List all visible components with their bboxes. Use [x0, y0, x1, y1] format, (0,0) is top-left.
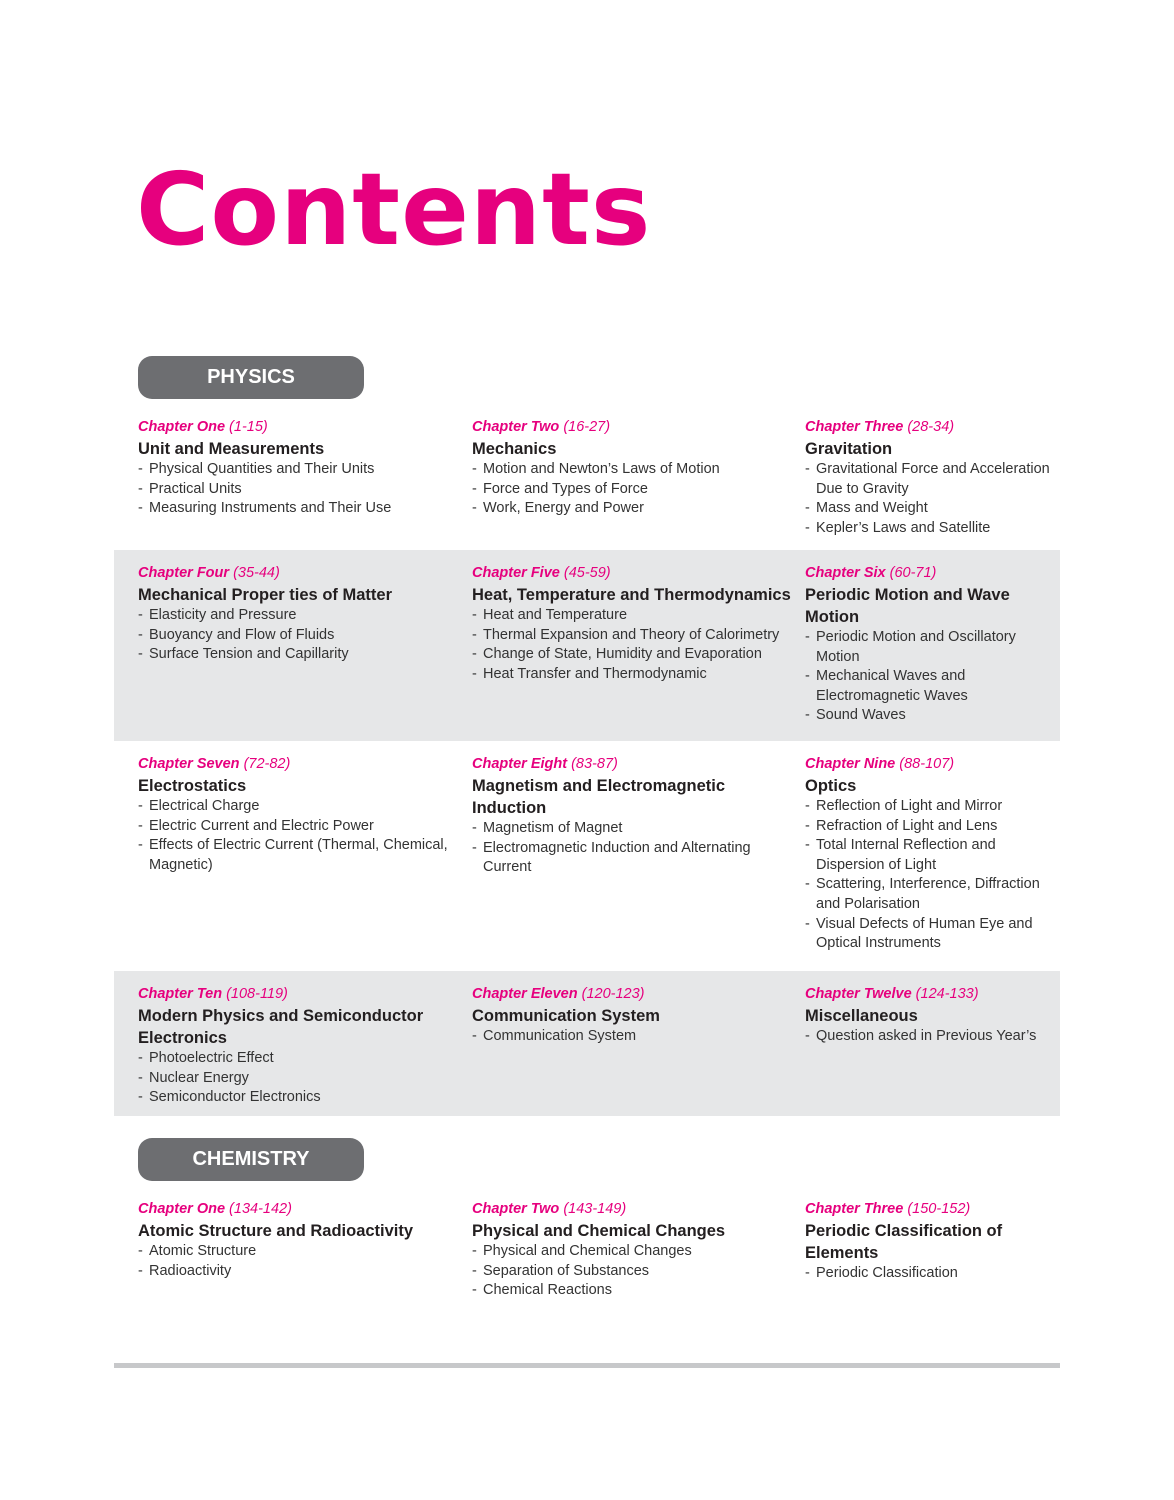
chapter-title: Physical and Chemical Changes — [472, 1222, 726, 1240]
topic-item: - Semiconductor Electronics — [138, 1088, 458, 1108]
topic-item: - Magnetism of Magnet — [472, 819, 802, 839]
chapter-number: Chapter Eight — [472, 756, 568, 772]
topic-item: - Periodic Motion and Oscillatory Motion — [805, 628, 1060, 667]
topic-item: - Practical Units — [138, 480, 458, 500]
topic-list — [805, 797, 1060, 954]
chapter-title: Miscellaneous — [805, 1007, 918, 1025]
topic-list — [805, 1264, 1060, 1284]
chapter-title: Heat, Temperature and Thermodynamics — [472, 586, 791, 604]
topic-item: - Refraction of Light and Lens — [805, 817, 1060, 837]
topic-list — [805, 460, 1060, 538]
chapter-entry — [138, 754, 458, 875]
topic-item: - Buoyancy and Flow of Fluids — [138, 626, 458, 646]
chapter-title: Modern Physics and Semiconductor Electronics — [138, 1007, 424, 1047]
chapter-heading — [805, 754, 1060, 774]
chapter-number: Chapter Two — [472, 419, 560, 435]
chapter-pages: (16-27) — [563, 419, 611, 435]
chapter-entry — [805, 754, 1060, 954]
topic-item: - Visual Defects of Human Eye and Optical Instruments — [805, 915, 1060, 954]
chapter-number: Chapter Four — [138, 565, 230, 581]
chapter-heading — [138, 417, 458, 437]
chapter-pages: (35-44) — [233, 565, 280, 581]
chapter-heading — [138, 563, 458, 583]
chapter-title: Periodic Classification of Elements — [805, 1222, 1003, 1262]
chapter-entry — [805, 1199, 1060, 1284]
topic-item: - Heat and Temperature — [472, 606, 802, 626]
chapter-heading — [138, 754, 458, 774]
chapter-entry — [805, 417, 1060, 538]
topic-list — [805, 628, 1060, 726]
topic-item: - Heat Transfer and Thermodynamic — [472, 665, 802, 685]
topic-item: - Separation of Substances — [472, 1262, 802, 1282]
chapter-entry — [472, 1199, 802, 1301]
topic-item: - Question asked in Previous Year’s — [805, 1027, 1060, 1047]
chapter-title: Periodic Motion and Wave Motion — [805, 586, 1010, 626]
topic-list — [138, 1049, 458, 1108]
chapter-title: Magnetism and Electromagnetic Induction — [472, 777, 726, 817]
chapter-entry — [472, 563, 802, 684]
topic-item: - Thermal Expansion and Theory of Calorimetry — [472, 626, 802, 646]
chapter-heading — [805, 1199, 1060, 1219]
topic-item: - Electromagnetic Induction and Alternating Current — [472, 839, 802, 878]
chapter-pages: (28-34) — [907, 419, 955, 435]
topic-item: - Physical Quantities and Their Units — [138, 460, 458, 480]
topic-item: - Periodic Classification — [805, 1264, 1060, 1284]
chapter-title: Atomic Structure and Radioactivity — [138, 1222, 414, 1240]
topic-item: - Chemical Reactions — [472, 1281, 802, 1301]
chapter-heading — [472, 984, 802, 1004]
topic-item: - Mechanical Waves and Electromagnetic Waves — [805, 667, 1060, 706]
chapter-entry — [138, 984, 458, 1108]
section-header-chemistry: CHEMISTRY — [138, 1138, 364, 1181]
chapter-number: Chapter Seven — [138, 756, 240, 772]
chapter-number: Chapter Nine — [805, 756, 896, 772]
chapter-title: Gravitation — [805, 440, 893, 458]
chapter-entry — [805, 984, 1060, 1047]
topic-item: - Elasticity and Pressure — [138, 606, 458, 626]
topic-item: - Effects of Electric Current (Thermal, Chemical, Magnetic) — [138, 836, 458, 875]
chapter-pages: (134-142) — [229, 1201, 292, 1217]
topic-item: - Communication System — [472, 1027, 802, 1047]
topic-item: - Mass and Weight — [805, 499, 1060, 519]
topic-item: - Nuclear Energy — [138, 1069, 458, 1089]
chapter-number: Chapter Three — [805, 419, 904, 435]
chapter-pages: (1-15) — [229, 419, 268, 435]
chapter-heading — [472, 417, 802, 437]
topic-item: - Change of State, Humidity and Evaporation — [472, 645, 802, 665]
chapter-title: Communication System — [472, 1007, 660, 1025]
topic-item: - Work, Energy and Power — [472, 499, 802, 519]
chapter-pages: (45-59) — [563, 565, 611, 581]
chapter-title: Mechanics — [472, 440, 557, 458]
chapter-heading — [472, 563, 802, 583]
chapter-number: Chapter Three — [805, 1201, 904, 1217]
topic-item: - Kepler’s Laws and Satellite — [805, 519, 1060, 539]
chapter-entry — [138, 417, 458, 519]
topic-list — [472, 1242, 802, 1301]
chapter-entry — [138, 1199, 458, 1281]
chapter-pages: (120-123) — [581, 986, 645, 1002]
topic-item: - Motion and Newton’s Laws of Motion — [472, 460, 802, 480]
chapter-title: Electrostatics — [138, 777, 247, 795]
chapter-number: Chapter Twelve — [805, 986, 912, 1002]
chapter-entry — [472, 984, 802, 1047]
topic-list — [472, 1027, 802, 1047]
chapter-pages: (72-82) — [243, 756, 291, 772]
chapter-number: Chapter One — [138, 419, 226, 435]
chapter-pages: (124-133) — [915, 986, 979, 1002]
chapter-pages: (60-71) — [889, 565, 937, 581]
topic-list — [138, 460, 458, 519]
chapter-pages: (83-87) — [571, 756, 618, 772]
chapter-title: Optics — [805, 777, 857, 795]
topic-item: - Radioactivity — [138, 1262, 458, 1282]
chapter-pages: (108-119) — [226, 986, 288, 1002]
chapter-heading — [138, 984, 458, 1004]
footer-rule — [114, 1363, 1060, 1368]
chapter-heading — [805, 417, 1060, 437]
topic-list — [138, 797, 458, 875]
topic-list — [138, 606, 458, 665]
page-title: Contents — [136, 151, 652, 268]
chapter-entry — [805, 563, 1060, 726]
topic-item: - Measuring Instruments and Their Use — [138, 499, 458, 519]
topic-list — [472, 606, 802, 684]
chapter-entry — [138, 563, 458, 665]
topic-item: - Electric Current and Electric Power — [138, 817, 458, 837]
topic-item: - Scattering, Interference, Diffraction and Polarisation — [805, 875, 1060, 914]
chapter-number: Chapter One — [138, 1201, 226, 1217]
chapter-pages: (143-149) — [563, 1201, 627, 1217]
chapter-entry — [472, 417, 802, 519]
chapter-heading — [805, 984, 1060, 1004]
chapter-heading — [472, 1199, 802, 1219]
topic-list — [805, 1027, 1060, 1047]
topic-item: - Reflection of Light and Mirror — [805, 797, 1060, 817]
chapter-entry — [472, 754, 802, 878]
chapter-heading — [805, 563, 1060, 583]
topic-item: - Electrical Charge — [138, 797, 458, 817]
topic-item: - Physical and Chemical Changes — [472, 1242, 802, 1262]
topic-list — [472, 819, 802, 878]
topic-item: - Photoelectric Effect — [138, 1049, 458, 1069]
chapter-heading — [472, 754, 802, 774]
topic-item: - Sound Waves — [805, 706, 1060, 726]
topic-item: - Surface Tension and Capillarity — [138, 645, 458, 665]
topic-item: - Total Internal Reflection and Dispersion of Light — [805, 836, 1060, 875]
chapter-pages: (150-152) — [907, 1201, 971, 1217]
chapter-pages: (88-107) — [899, 756, 955, 772]
topic-item: - Force and Types of Force — [472, 480, 802, 500]
section-header-physics: PHYSICS — [138, 356, 364, 399]
chapter-title: Unit and Measurements — [138, 440, 325, 458]
chapter-number: Chapter Ten — [138, 986, 223, 1002]
topic-list — [138, 1242, 458, 1281]
chapter-title: Mechanical Proper ties of Matter — [138, 586, 392, 604]
chapter-number: Chapter Six — [805, 565, 886, 581]
topic-item: - Atomic Structure — [138, 1242, 458, 1262]
chapter-heading — [138, 1199, 458, 1219]
chapter-number: Chapter Two — [472, 1201, 560, 1217]
chapter-number: Chapter Eleven — [472, 986, 578, 1002]
topic-item: - Gravitational Force and Acceleration Due to Gravity — [805, 460, 1060, 499]
chapter-number: Chapter Five — [472, 565, 560, 581]
topic-list — [472, 460, 802, 519]
